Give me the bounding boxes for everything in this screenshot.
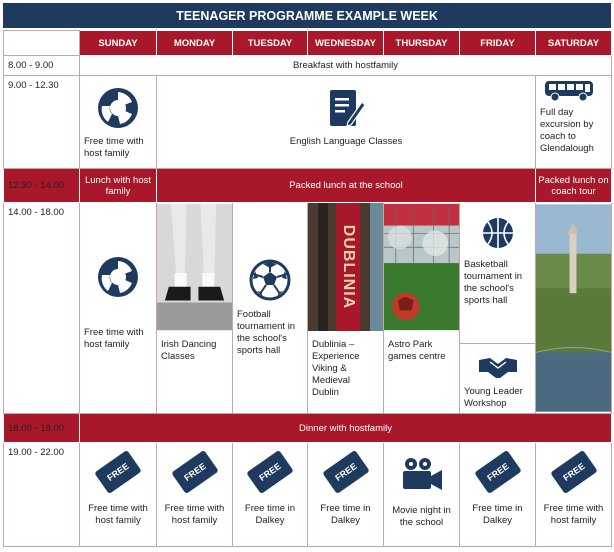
- row-dinner: [4, 414, 612, 443]
- day-sunday: SUNDAY: [80, 31, 157, 56]
- thursday-afternoon-label: Astro Park games centre: [388, 339, 446, 362]
- time-label: 12.30 - 14.00: [4, 169, 80, 203]
- sunday-morning-cell: [80, 76, 157, 169]
- wednesday-evening-label: Free time in Dalkey: [320, 503, 371, 526]
- programme-title-text: TEENAGER PROGRAMME EXAMPLE WEEK: [176, 8, 438, 23]
- wednesday-afternoon-cell: [308, 203, 384, 414]
- free-tag-icon: [80, 459, 156, 485]
- monday-afternoon-cell: [157, 203, 233, 414]
- english-classes-label: English Language Classes: [289, 136, 403, 147]
- basketball-icon: [460, 217, 535, 249]
- row-breakfast: [4, 56, 612, 76]
- sunday-evening-label: Free time with host family: [88, 503, 148, 526]
- saturday-morning-cell: [536, 76, 612, 169]
- free-tag-icon: [536, 459, 611, 485]
- row-lunch: [4, 169, 612, 203]
- day-wednesday: WEDNESDAY: [308, 31, 384, 56]
- handshake-icon: [460, 354, 535, 380]
- row-evening: [4, 443, 612, 547]
- day-header-row: [4, 31, 612, 56]
- schedule-table: [3, 30, 612, 547]
- tuesday-evening-label: Free time in Dalkey: [244, 503, 296, 526]
- monday-evening-cell: [157, 443, 233, 547]
- programme-title: [3, 3, 611, 28]
- monday-evening-label: Free time with host family: [164, 503, 225, 526]
- free-tag-text: FREE: [322, 450, 370, 494]
- thursday-evening-cell: [384, 443, 460, 547]
- irish-dancing-photo: [157, 203, 232, 331]
- wednesday-afternoon-label: Dublinia – Experience Viking & Medieval Dublin: [312, 339, 360, 398]
- free-tag-icon: [460, 459, 535, 485]
- friday-evening-label: Free time in Dalkey: [472, 503, 523, 526]
- corner-cell: [4, 31, 80, 56]
- wednesday-evening-cell: [308, 443, 384, 547]
- family-icon: [80, 86, 156, 130]
- glendalough-photo: [536, 203, 611, 413]
- sunday-afternoon-cell: [80, 203, 157, 414]
- tuesday-afternoon-cell: [233, 203, 308, 414]
- free-tag-icon: [157, 459, 232, 485]
- free-tag-text: FREE: [474, 450, 522, 494]
- movie-camera-icon: [384, 457, 459, 491]
- free-tag-icon: [233, 459, 307, 485]
- time-label: 9.00 - 12.30: [4, 76, 80, 169]
- saturday-evening-cell: [536, 443, 612, 547]
- document-pen-icon: [157, 88, 535, 130]
- tuesday-afternoon-label: Football tournament in the school's sports hall: [237, 309, 296, 356]
- astro-park-photo: [384, 203, 459, 331]
- packed-lunch-cell: Packed lunch at the school: [157, 169, 536, 203]
- dublinia-banner-text: DUBLINIA: [340, 224, 357, 310]
- english-classes-cell: [157, 76, 536, 169]
- time-label: 19.00 - 22.00: [4, 443, 80, 547]
- free-tag-icon: [308, 459, 383, 485]
- thursday-afternoon-cell: [384, 203, 460, 414]
- time-label: 8.00 - 9.00: [4, 56, 80, 76]
- sunday-afternoon-label: Free time with host family: [84, 327, 144, 350]
- row-morning: [4, 76, 612, 169]
- free-tag-text: FREE: [550, 450, 598, 494]
- coach-icon: [544, 80, 611, 105]
- free-tag-text: FREE: [94, 450, 142, 494]
- saturday-lunch-cell: Packed lunch on coach tour: [536, 169, 612, 203]
- dinner-cell: Dinner with hostfamily: [80, 414, 612, 443]
- monday-afternoon-label: Irish Dancing Classes: [161, 339, 217, 362]
- family-icon: [80, 255, 156, 299]
- day-tuesday: TUESDAY: [233, 31, 308, 56]
- row-afternoon: [4, 203, 612, 414]
- tuesday-evening-cell: [233, 443, 308, 547]
- time-label: 18.00 - 19.00: [4, 414, 80, 443]
- friday-evening-cell: [460, 443, 536, 547]
- dublinia-photo: [308, 203, 383, 331]
- sunday-lunch-cell: Lunch with host family: [80, 169, 157, 203]
- saturday-evening-label: Free time with host family: [543, 503, 604, 526]
- time-label: 14.00 - 18.00: [4, 203, 80, 414]
- friday-afternoon-cell: [460, 203, 536, 414]
- friday-workshop-label: Young Leader Workshop: [464, 386, 523, 409]
- breakfast-cell: Breakfast with hostfamily: [80, 56, 612, 76]
- free-tag-text: FREE: [171, 450, 219, 494]
- saturday-morning-label: Full day excursion by coach to Glendalough: [540, 107, 594, 154]
- saturday-afternoon-cell: [536, 203, 612, 414]
- day-monday: MONDAY: [157, 31, 233, 56]
- day-thursday: THURSDAY: [384, 31, 460, 56]
- friday-basketball-label: Basketball tournament in the school's sports hall: [464, 259, 523, 306]
- day-friday: FRIDAY: [460, 31, 536, 56]
- thursday-evening-label: Movie night in the school: [392, 505, 451, 528]
- friday-basketball-block: [460, 217, 535, 344]
- football-icon: [233, 259, 307, 301]
- friday-workshop-block: [460, 354, 535, 410]
- sunday-evening-cell: [80, 443, 157, 547]
- free-tag-text: FREE: [246, 450, 294, 494]
- day-saturday: SATURDAY: [536, 31, 612, 56]
- sunday-morning-label: Free time with host family: [84, 136, 144, 159]
